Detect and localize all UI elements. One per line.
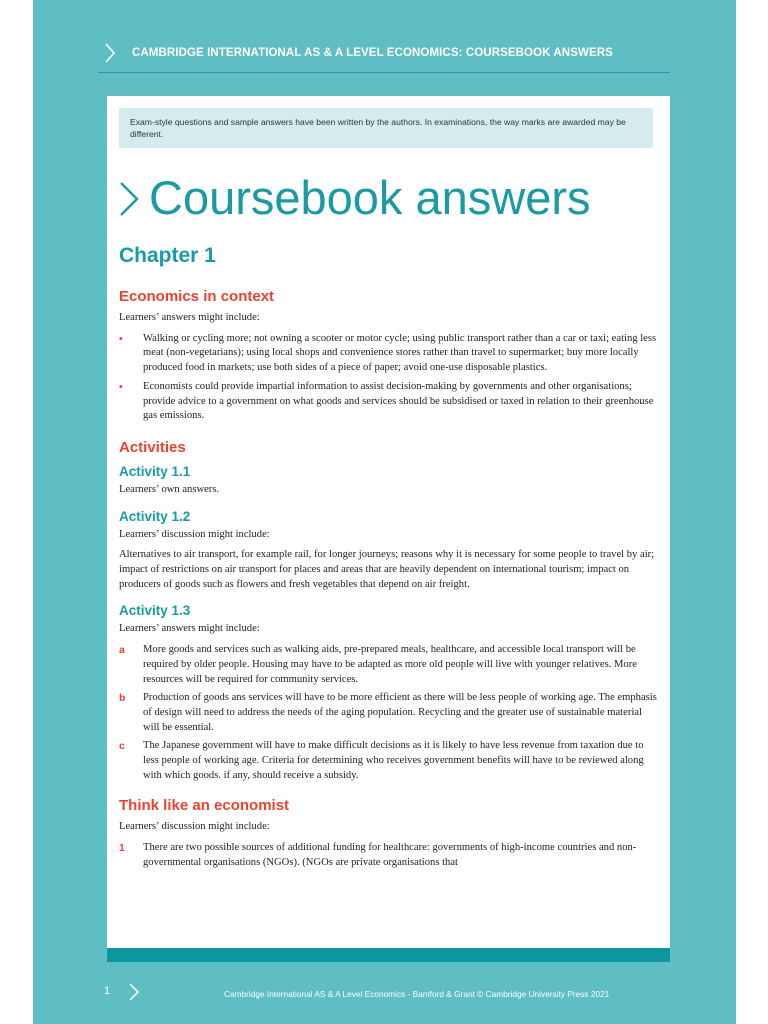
bullet-list (119, 332, 659, 424)
chapter-heading: Chapter 1 (119, 244, 216, 267)
section-intro: Learners’ discussion might include: (119, 821, 270, 833)
list-item (119, 691, 659, 735)
page-number: 1 (104, 985, 111, 997)
section-heading-activities: Activities (119, 438, 186, 456)
bullet-icon: • (119, 380, 123, 393)
item-marker: a (119, 644, 125, 657)
list-item-text: The Japanese government will have to make difficult decisions as it is likely to have less revenue from taxation due to less people of working age. Criteria for determining who receives government benefits will have to be reviewed along with which goods. if any, should receive a subsidy. (143, 740, 644, 781)
activity-intro: Learners’ discussion might include: (119, 528, 270, 540)
activity-heading: Activity 1.2 (119, 508, 191, 524)
list-item (119, 332, 659, 376)
section-heading-economics-in-context: Economics in context (119, 288, 275, 305)
activity-heading: Activity 1.3 (119, 603, 191, 619)
footer-copyright: Cambridge International AS & A Level Economics - Bamford & Grant © Cambridge University Press 2021 (224, 989, 610, 999)
list-item (119, 841, 659, 870)
chevron-right-icon (117, 180, 141, 218)
list-item-text: Walking or cycling more; not owning a scooter or motor cycle; using public transport rather than a car or taxi; eating less meat (non-vegetarians); using local shops and convenience stores rather than travel to supermarket; buy more locally produced food in markets; use both sides of a piece of paper; avoid one-use disposable plastics. (143, 332, 657, 374)
list-item-text: There are two possible sources of additional funding for healthcare: governments of high-income countries and non-governmental organisations (NGOs). (NGOs are private organisations that (143, 842, 637, 868)
activity-text: Alternatives to air transport, for example rail, for longer journeys; reasons why it is necessary for some people to travel by air; impact of restrictions on air transport for places and areas that are heavily dependent on international tourism; impact on producers of goods such as flowers and fresh vegetables that depend on air freight. (119, 549, 655, 590)
item-marker: b (119, 692, 126, 705)
item-marker: c (119, 740, 125, 753)
section-intro: Learners’ answers might include: (119, 312, 260, 323)
numbered-list (119, 841, 659, 870)
list-item-text: More goods and services such as walking aids, pre-prepared meals, healthcare, and accessible local transport will be required by older people. Housing may have to be adapted as more old people will live with younger relatives. More resources will be required for community services. (143, 644, 637, 685)
chevron-right-icon (103, 42, 117, 64)
activity-heading: Activity 1.1 (119, 463, 191, 479)
list-item-text: Economists could provide impartial information to assist decision-making by governments and other organisations; provide advice to a government on what goods and services should be subsidised or taxed in relation to their greenhouse gas emissions. (143, 380, 654, 422)
list-item-text: Production of goods ans services will have to be more efficient as there will be less people of working age. The emphasis of design will need to address the needs of the aging population. Recycling and the greater use of sustainable material will be essential. (143, 692, 657, 733)
running-header (98, 38, 670, 73)
list-item (119, 643, 659, 687)
lettered-list (119, 643, 659, 783)
exam-notice: Exam-style questions and sample answers have been written by the authors. In examinations, the way marks are awarded may be different. (119, 108, 653, 148)
section-heading-think-like-an-economist: Think like an economist (119, 797, 290, 815)
header-title: CAMBRIDGE INTERNATIONAL AS & A LEVEL ECONOMICS: COURSEBOOK ANSWERS (132, 47, 613, 59)
page-title (117, 166, 591, 230)
activity-text: Learners’ own answers. (119, 483, 220, 495)
bullet-icon: • (119, 332, 123, 345)
list-item (119, 380, 659, 424)
answers-body (119, 241, 659, 871)
page-bottom-band (107, 948, 670, 962)
list-item (119, 739, 659, 783)
page-content (107, 96, 670, 948)
page-title-text: Coursebook answers (149, 171, 591, 224)
item-marker: 1 (119, 842, 125, 855)
activity-intro: Learners’ answers might include: (119, 623, 260, 635)
chevron-right-icon (128, 982, 140, 1002)
